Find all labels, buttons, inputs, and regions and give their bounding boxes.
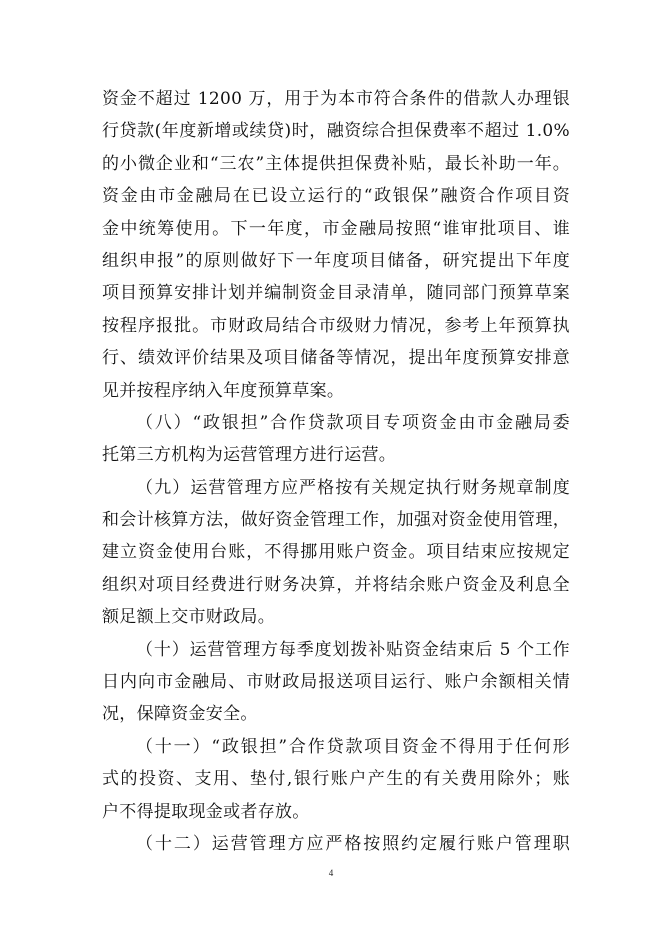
text-line: 组织对项目经费进行财务决算，并将结余账户资金及利息全 xyxy=(102,574,570,595)
text-line: （十二）运营管理方应严格按照约定履行账户管理职 xyxy=(136,833,570,854)
page-number: 4 xyxy=(328,868,334,878)
text-line: 项目预算安排计划并编制资金目录清单，随同部门预算草案 xyxy=(102,283,570,304)
text-line: 按程序报批。市财政局结合市级财力情况，参考上年预算执 xyxy=(102,315,570,336)
text-line: 的小微企业和“三农”主体提供担保费补贴，最长补助一年。 xyxy=(102,153,570,174)
text-line: 额足额上交市财政局。 xyxy=(102,607,275,628)
paragraph-item-10 xyxy=(102,634,570,731)
paragraph-item-8 xyxy=(102,407,570,472)
text-line: 式的投资、支用、垫付,银行账户产生的有关费用除外；账 xyxy=(102,769,570,790)
paragraph-item-9 xyxy=(102,472,570,634)
text-line: 行贷款(年度新增或续贷)时，融资综合担保费率不超过 1.0% xyxy=(102,121,570,142)
text-line: 况，保障资金安全。 xyxy=(102,704,258,725)
text-line: 组织申报”的原则做好下一年度项目储备，研究提出下年度 xyxy=(102,250,570,271)
text-line: 见并按程序纳入年度预算草案。 xyxy=(102,380,345,401)
text-line: 户不得提取现金或者存放。 xyxy=(102,801,310,822)
text-line: 托第三方机构为运营管理方进行运营。 xyxy=(102,445,397,466)
text-line: （十一）“政银担”合作贷款项目资金不得用于任何形 xyxy=(136,736,570,757)
text-line: （十）运营管理方每季度划拨补贴资金结束后 5 个工作 xyxy=(136,639,570,660)
document-body xyxy=(102,83,570,860)
paragraph-funding-arrangement xyxy=(102,83,570,407)
paragraph-item-12 xyxy=(102,828,570,860)
text-line: 行、绩效评价结果及项目储备等情况，提出年度预算安排意 xyxy=(102,348,570,369)
text-line: （八）“政银担”合作贷款项目专项资金由市金融局委 xyxy=(136,412,570,433)
text-line: 资金不超过 1200 万，用于为本市符合条件的借款人办理银 xyxy=(102,89,570,109)
paragraph-item-11 xyxy=(102,731,570,828)
text-line: 日内向市金融局、市财政局报送项目运行、账户余额相关情 xyxy=(102,672,570,693)
text-line: 建立资金使用台账，不得挪用账户资金。项目结束应按规定 xyxy=(102,542,570,563)
text-line: 和会计核算方法，做好资金管理工作，加强对资金使用管理， xyxy=(102,510,570,531)
text-line: 资金由市金融局在已设立运行的“政银保”融资合作项目资 xyxy=(102,186,570,207)
text-line: 金中统筹使用。下一年度，市金融局按照“谁审批项目、谁 xyxy=(102,218,570,239)
text-line: （九）运营管理方应严格按有关规定执行财务规章制度 xyxy=(136,477,570,498)
